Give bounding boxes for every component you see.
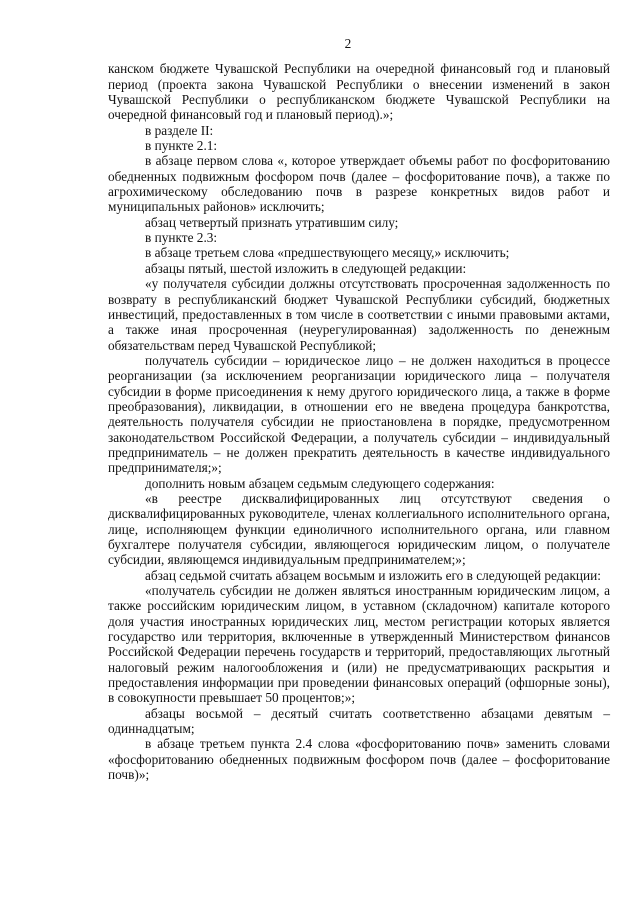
paragraph: в пункте 2.1:: [145, 138, 218, 154]
document-body: [108, 61, 610, 782]
paragraph: в абзаце третьем слова «предшествующего месяцу,» исключить;: [145, 245, 510, 261]
paragraph: в разделе II:: [145, 122, 214, 138]
paragraph: канском бюджете Чувашской Республики на очередной финансовый год и плановый период (проекта закона Чувашской Республики о внесении изменений в закон Чувашской Республики о республиканском бюджете Чувашской Республики на очередной финансовый год и плановый период).»;: [108, 61, 610, 123]
paragraph: дополнить новым абзацем седьмым следующего содержания:: [145, 475, 495, 491]
paragraph: абзац четвертый признать утратившим силу;: [145, 214, 399, 230]
page-number: 2: [344, 36, 352, 51]
paragraph: «получатель субсидии не должен являться иностранным юридическим лицом, а также российским юридическим лицом, в уставном (складочном) капитале которого доля участия иностранных юридических лиц, местом регистрации которых является государство или территория, включенные в утвержденный Министерством финансов Российской Федерации перечень государств и территорий, предоставляющих льготный налоговый режим налогообложения и (или) не предусматривающих раскрытия и предоставления информации при проведении финансовых операций (офшорные зоны), в совокупности превышает 50 процентов;»;: [108, 583, 610, 706]
paragraph: в пункте 2.3:: [145, 230, 218, 246]
paragraph: абзацы восьмой – десятый считать соответственно абзацами девятым – одиннадцатым;: [108, 705, 610, 737]
paragraph: абзацы пятый, шестой изложить в следующей редакции:: [145, 260, 467, 276]
paragraph: получатель субсидии – юридическое лицо – не должен находиться в процессе реорганизации (за исключением реорганизации юридического лица – получателя субсидии в форме присоединения к нему другого юридического лица, а также в форме преобразования), ликвидации, в отношении его не введена процедура банкротства, деятельность получателя субсидии не приостановлена в порядке, предусмотренном законодательством Российской Федерации, а получатель субсидии – индивидуальный предприниматель – не должен прекратить деятельность в качестве индивидуального предпринимателя;»;: [108, 352, 610, 476]
paragraph: «в реестре дисквалифицированных лиц отсутствуют сведения о дисквалифицированных руководителе, членах коллегиального исполнительного органа, лице, исполняющем функции единоличного исполнительного органа, или главном бухгалтере получателя субсидии, являющегося юридическим лицом, о получателе субсидии, являющемся индивидуальным предпринимателем;»;: [108, 490, 610, 568]
paragraph: в абзаце третьем пункта 2.4 слова «фосфоритованию почв» заменить словами «фосфоритованию обедненных подвижным фосфором почв (далее – фосфоритование почв)»;: [108, 736, 610, 783]
paragraph: абзац седьмой считать абзацем восьмым и изложить его в следующей редакции:: [145, 567, 601, 583]
paragraph: «у получателя субсидии должны отсутствовать просроченная задолженность по возврату в республиканский бюджет Чувашской Республики субсидий, бюджетных инвестиций, предоставленных в том числе в соответствии с иными правовыми актами, а также иная просроченная (неурегулированная) задолженность по денежным обязательствам перед Чувашской Республикой;: [108, 276, 610, 353]
paragraph: в абзаце первом слова «, которое утверждает объемы работ по фосфоритованию обедненных подвижным фосфором почв (далее – фосфоритование почв), а также по агрохимическому обследованию почв в разрезе конкретных видов работ и муниципальных районов» исключить;: [108, 153, 610, 215]
